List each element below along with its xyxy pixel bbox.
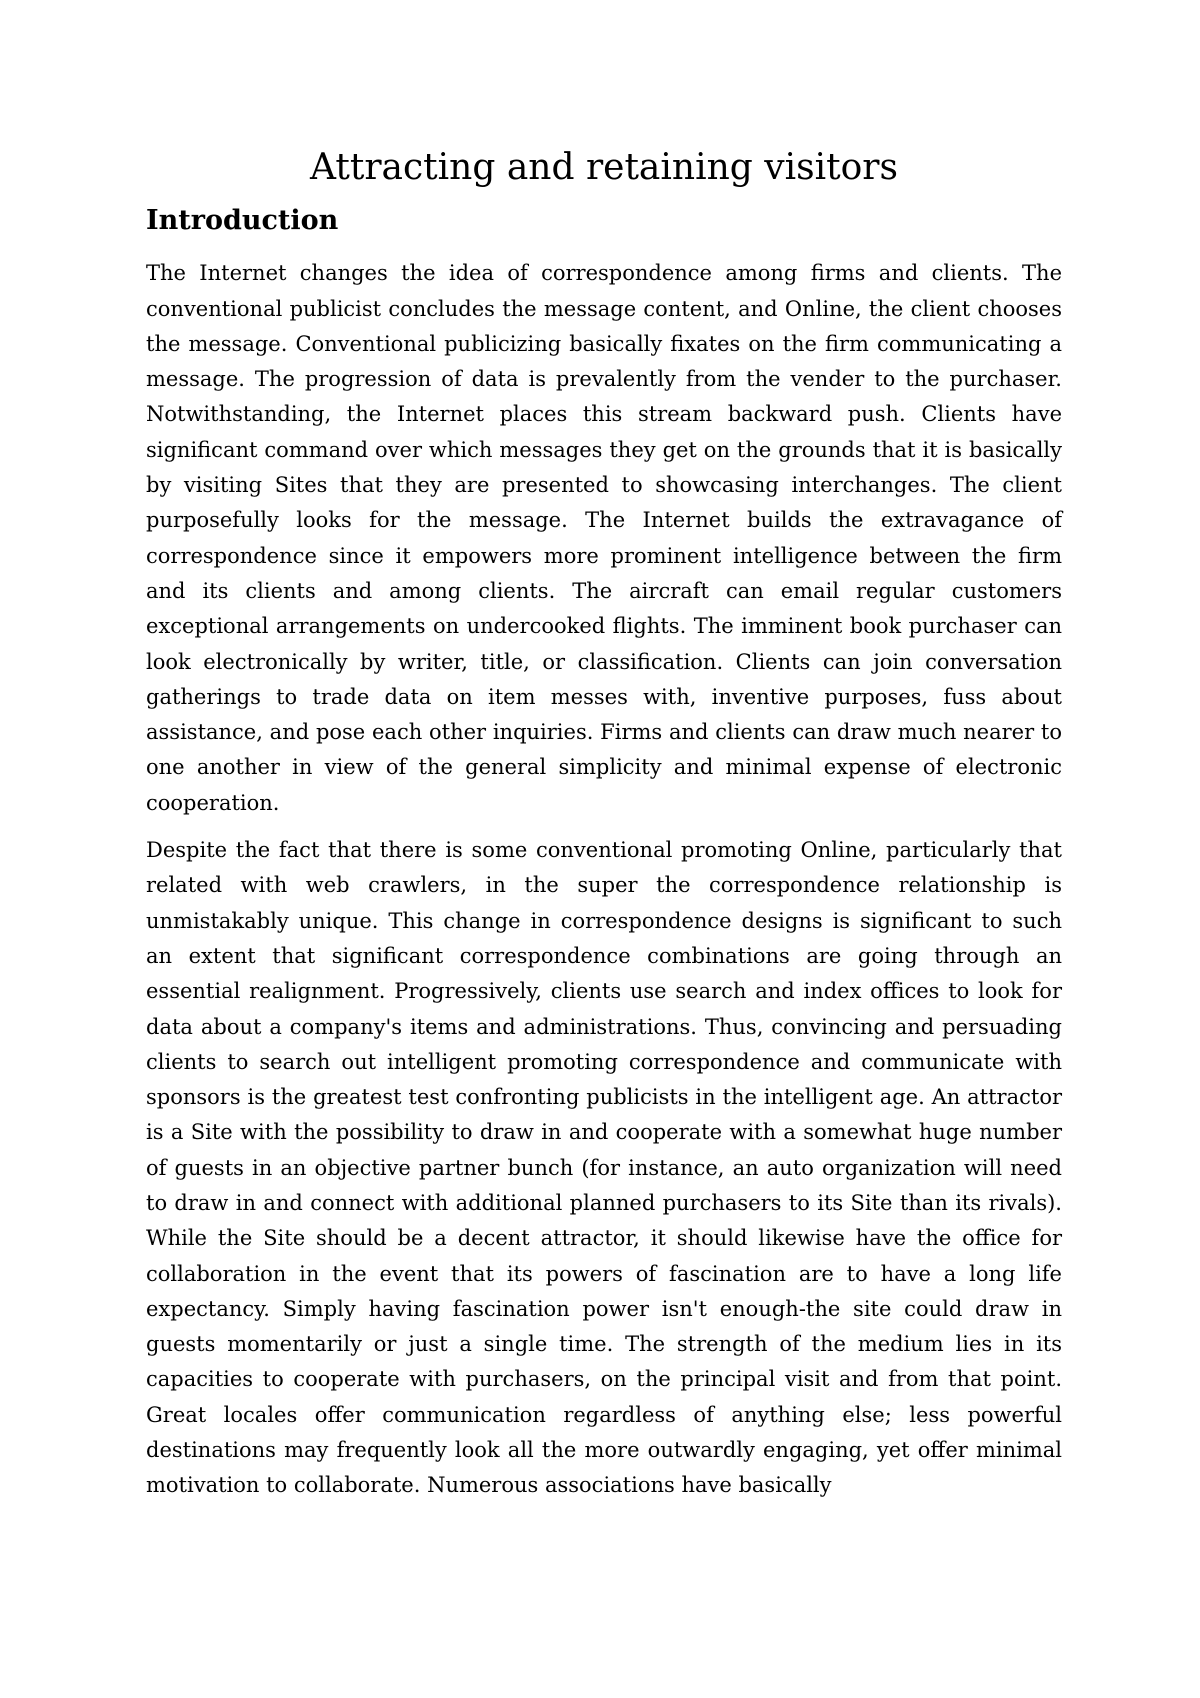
section-heading-introduction: Introduction	[146, 205, 339, 237]
document-title: Attracting and retaining visitors	[310, 147, 898, 188]
paragraph-2: Despite the fact that there is some conventional promoting Online, particularly that related with web crawlers, in the super the correspondence relationship is unmistakably unique. This change in correspondence designs is significant to such an extent that significant correspondence combinations are going through an essential realignment. Progressively, clients use search and index offices to look for data about a company's items and administrations. Thus, convincing and persuading clients to search out intelligent promoting correspondence and communicate with sponsors is the greatest test confronting publicists in the intelligent age. An attractor is a Site with the possibility to draw in and cooperate with a somewhat huge number of guests in an objective partner bunch (for instance, an auto organization will need to draw in and connect with additional planned purchasers to its Site than its rivals). While the Site should be a decent attractor, it should likewise have the office for collaboration in the event that its powers of fascination are to have a long life expectancy. Simply having fascination power isn't enough-the site could draw in guests momentarily or just a single time. The strength of the medium lies in its capacities to cooperate with purchasers, on the principal visit and from that point. Great locales offer communication regardless of anything else; less powerful destinations may frequently look all the more outwardly engaging, yet offer minimal motivation to collaborate. Numerous associations have basically	[146, 838, 1062, 1498]
paragraph-1: The Internet changes the idea of correspondence among firms and clients. The conventional publicist concludes the message content, and Online, the client chooses the message. Conventional publicizing basically fixates on the firm communicating a message. The progression of data is prevalently from the vender to the purchaser. Notwithstanding, the Internet places this stream backward push. Clients have significant command over which messages they get on the grounds that it is basically by visiting Sites that they are presented to showcasing interchanges. The client purposefully looks for the message. The Internet builds the extravagance of correspondence since it empowers more prominent intelligence between the firm and its clients and among clients. The aircraft can email regular customers exceptional arrangements on undercooked flights. The imminent book purchaser can look electronically by writer, title, or classification. Clients can join conversation gatherings to trade data on item messes with, inventive purposes, fuss about assistance, and pose each other inquiries. Firms and clients can draw much nearer to one another in view of the general simplicity and minimal expense of electronic cooperation.	[146, 261, 1062, 815]
document-body	[146, 146, 1062, 1504]
